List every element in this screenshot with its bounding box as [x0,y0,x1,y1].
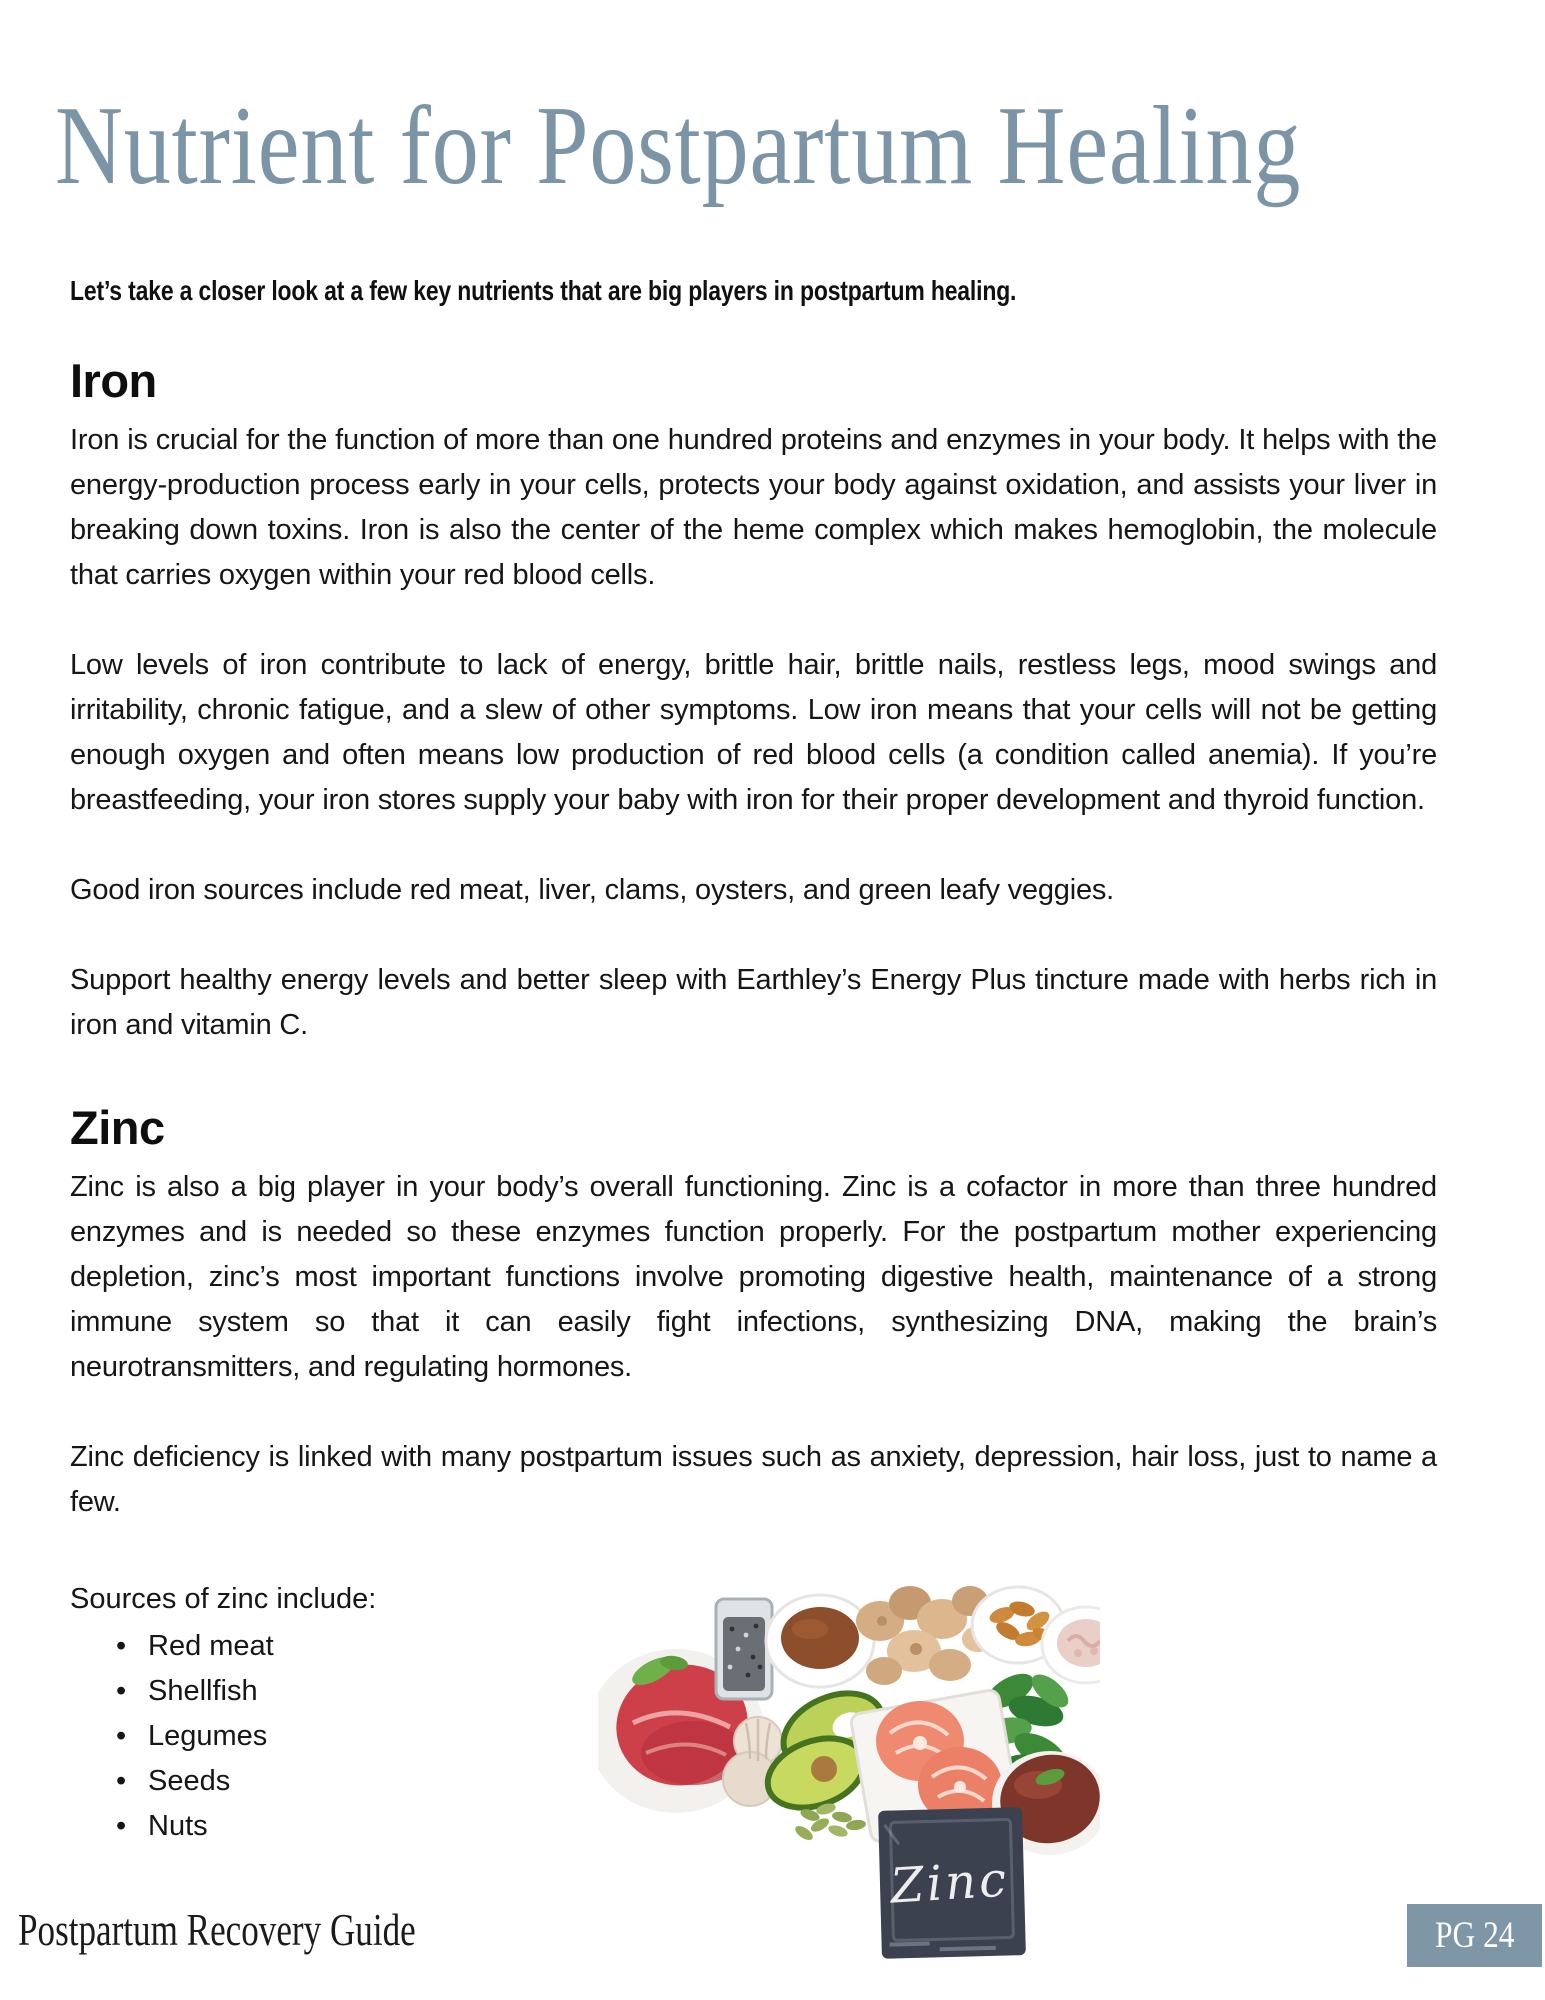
chia-seeds-glass [716,1599,772,1699]
zinc-chalkboard [878,1807,1026,1959]
page-number-label: PG 24 [1434,1915,1515,1956]
list-item-label: Legumes [148,1720,268,1753]
paragraph: Low levels of iron contribute to lack of energy, brittle hair, brittle nails, restless legs, mood swings and irritability, chronic fatigue, and a slew of other symptoms. Low iron means that your cells will not be getting enough oxygen and often means low production of red blood cells (a condition called anemia). If you’re breastfeeding, your iron stores supply your baby with iron for their proper development and thyroid function. [70,649,1437,817]
zinc-foods-image [598,1563,1100,1965]
paragraph: Iron is crucial for the function of more than one hundred proteins and enzymes in your body. It helps with the energy-production process early in your cells, protects your body against oxidation, and assists your liver in breaking down toxins. Iron is also the center of the heme complex which makes hemoglobin, the molecule that carries oxygen within your red blood cells. [70,424,1437,592]
intro-sentence: Let’s take a closer look at a few key nutrients that are big players in postpartum healing. [70,275,1017,307]
list-item-label: Shellfish [148,1675,258,1708]
section-heading-iron: Iron [70,354,157,408]
bullet-icon: • [116,1675,127,1708]
cocoa-powder-bowl [766,1595,874,1687]
bullet-icon: • [116,1720,127,1753]
page-number-badge [1407,1904,1542,1967]
list-item-label: Red meat [148,1630,274,1663]
list-item-label: Nuts [148,1810,208,1843]
paragraph: Support healthy energy levels and better sleep with Earthley’s Energy Plus tincture made with herbs rich in iron and vitamin C. [70,964,1437,1042]
zinc-sources-label: Sources of zinc include: [70,1583,377,1616]
bullet-icon: • [116,1810,127,1843]
section-heading-zinc: Zinc [70,1101,165,1155]
paragraph: Zinc is also a big player in your body’s overall functioning. Zinc is a cofactor in more than three hundred enzymes and is needed so these enzymes function properly. For the postpartum mother experiencing depletion, zinc’s most important functions involve promoting digestive health, maintenance of a strong immune system so that it can easily fight infections, synthesizing DNA, making the brain’s neurotransmitters, and regulating hormones. [70,1171,1437,1384]
bullet-icon: • [116,1765,127,1798]
footer-doc-title: Postpartum Recovery Guide [18,1905,416,1955]
bullet-icon: • [116,1630,127,1663]
paragraph: Good iron sources include red meat, liver, clams, oysters, and green leafy veggies. [70,874,1115,907]
chalkboard-label: Zinc [888,1851,1011,1915]
paragraph: Zinc deficiency is linked with many postpartum issues such as anxiety, depression, hair loss, just to name a few. [70,1441,1437,1519]
list-item-label: Seeds [148,1765,231,1798]
page-title: Nutrient for Postpartum Healing [55,84,1302,208]
